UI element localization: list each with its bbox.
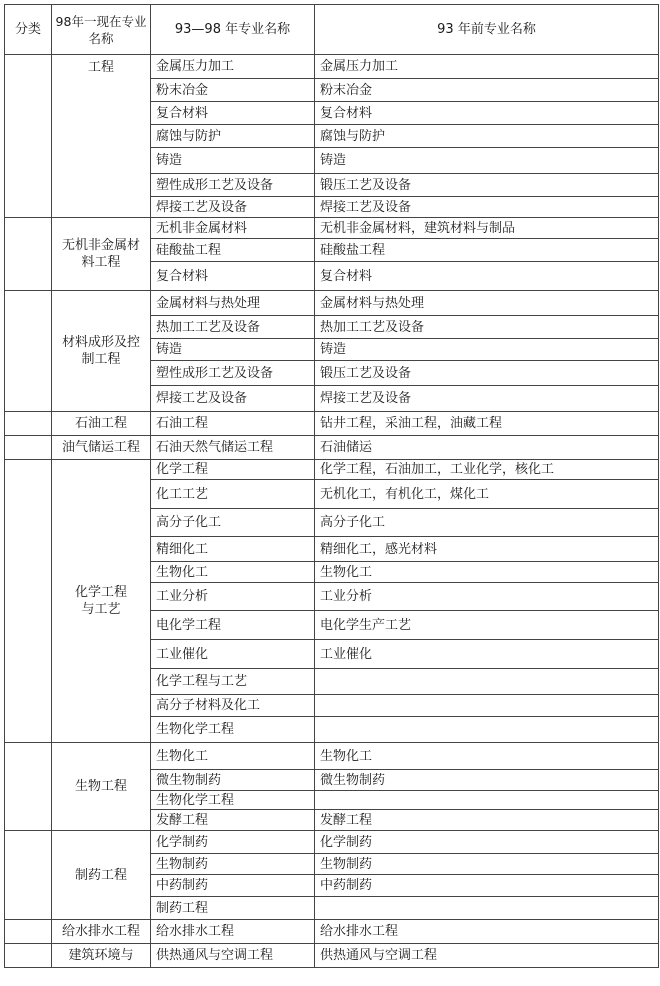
table-row <box>5 218 659 239</box>
major-name-table <box>4 4 658 968</box>
pre-major-name: 石油储运 <box>315 436 659 460</box>
mid-major-name: 电化学工程 <box>151 611 315 640</box>
table <box>4 4 659 968</box>
mid-major-name: 石油工程 <box>151 412 315 436</box>
header-pre-93-name: 93 年前专业名称 <box>315 5 659 55</box>
current-major-label: 给水排水工程 <box>61 924 140 939</box>
mid-major-name: 精细化工 <box>151 537 315 562</box>
mid-major-name: 微生物制药 <box>151 770 315 791</box>
pre-major-name: 复合材料 <box>315 262 659 291</box>
pre-major-name: 电化学生产工艺 <box>315 611 659 640</box>
header-93-98-name: 93—98 年专业名称 <box>151 5 315 55</box>
mid-major-name: 化学制药 <box>151 831 315 854</box>
mid-major-name: 发酵工程 <box>151 810 315 831</box>
mid-major-name: 金属压力加工 <box>151 55 315 79</box>
pre-major-name: 高分子化工 <box>315 509 659 537</box>
pre-major-name: 铸造 <box>315 339 659 361</box>
header-row <box>5 5 659 55</box>
category-cell <box>5 743 52 831</box>
pre-major-name: 工业催化 <box>315 640 659 669</box>
pre-major-name <box>315 669 659 695</box>
pre-major-name: 铸造 <box>315 148 659 174</box>
mid-major-name: 铸造 <box>151 148 315 174</box>
pre-major-name: 生物化工 <box>315 562 659 583</box>
mid-major-name: 高分子材料及化工 <box>151 695 315 717</box>
current-major-label: 油气储运工程 <box>61 440 140 455</box>
mid-major-name: 中药制药 <box>151 875 315 897</box>
table-row <box>5 412 659 436</box>
table-row <box>5 291 659 316</box>
current-major-name <box>52 412 151 436</box>
table-row <box>5 920 659 944</box>
mid-major-name: 铸造 <box>151 339 315 361</box>
pre-major-name: 发酵工程 <box>315 810 659 831</box>
mid-major-name: 制药工程 <box>151 897 315 920</box>
pre-major-name: 中药制药 <box>315 875 659 897</box>
mid-major-name: 硅酸盐工程 <box>151 239 315 262</box>
pre-major-name: 供热通风与空调工程 <box>315 944 659 968</box>
current-major-name <box>52 460 151 743</box>
table-row <box>5 55 659 79</box>
pre-major-name: 化学工程，石油加工，工业化学，核化工 <box>315 460 659 480</box>
current-major-label: 生物工程 <box>74 779 127 794</box>
table-body <box>5 55 659 968</box>
category-cell <box>5 460 52 743</box>
pre-major-name: 热加工工艺及设备 <box>315 316 659 339</box>
category-cell <box>5 944 52 968</box>
category-cell <box>5 218 52 291</box>
current-major-name <box>52 920 151 944</box>
mid-major-name: 生物制药 <box>151 854 315 875</box>
current-major-label: 石油工程 <box>74 416 127 431</box>
mid-major-name: 化工工艺 <box>151 480 315 509</box>
current-major-name <box>52 743 151 831</box>
mid-major-name: 化学工程 <box>151 460 315 480</box>
mid-major-name: 金属材料与热处理 <box>151 291 315 316</box>
mid-major-name: 腐蚀与防护 <box>151 125 315 148</box>
pre-major-name <box>315 717 659 743</box>
mid-major-name: 给水排水工程 <box>151 920 315 944</box>
mid-major-name: 复合材料 <box>151 262 315 291</box>
pre-major-name: 锻压工艺及设备 <box>315 174 659 197</box>
pre-major-name: 复合材料 <box>315 102 659 125</box>
pre-major-name <box>315 791 659 810</box>
current-major-name <box>52 55 151 218</box>
current-major-label: 材料成形及控制工程 <box>61 335 140 367</box>
pre-major-name: 给水排水工程 <box>315 920 659 944</box>
mid-major-name: 粉末冶金 <box>151 79 315 102</box>
pre-major-name: 硅酸盐工程 <box>315 239 659 262</box>
current-major-name <box>52 291 151 412</box>
category-cell <box>5 920 52 944</box>
pre-major-name: 生物制药 <box>315 854 659 875</box>
pre-major-name <box>315 897 659 920</box>
mid-major-name: 生物化工 <box>151 562 315 583</box>
table-row <box>5 460 659 480</box>
mid-major-name: 塑性成形工艺及设备 <box>151 174 315 197</box>
current-major-name <box>52 944 151 968</box>
mid-major-name: 工业分析 <box>151 583 315 611</box>
pre-major-name: 微生物制药 <box>315 770 659 791</box>
current-major-name <box>52 218 151 291</box>
mid-major-name: 热加工工艺及设备 <box>151 316 315 339</box>
pre-major-name: 无机非金属材料，建筑材料与制品 <box>315 218 659 239</box>
mid-major-name: 生物化学工程 <box>151 717 315 743</box>
current-major-label: 制药工程 <box>74 867 127 883</box>
mid-major-name: 化学工程与工艺 <box>151 669 315 695</box>
table-row <box>5 831 659 854</box>
mid-major-name: 石油天然气储运工程 <box>151 436 315 460</box>
pre-major-name: 金属材料与热处理 <box>315 291 659 316</box>
mid-major-name: 高分子化工 <box>151 509 315 537</box>
header-current-name: 98年一现在专业名称 <box>52 5 151 55</box>
table-row <box>5 743 659 770</box>
current-major-name <box>52 436 151 460</box>
pre-major-name: 无机化工，有机化工，煤化工 <box>315 480 659 509</box>
mid-major-name: 工业催化 <box>151 640 315 669</box>
mid-major-name: 焊接工艺及设备 <box>151 386 315 412</box>
current-major-label: 工程 <box>87 60 114 75</box>
mid-major-name: 无机非金属材料 <box>151 218 315 239</box>
header-category: 分类 <box>5 5 52 55</box>
mid-major-name: 塑性成形工艺及设备 <box>151 361 315 386</box>
current-major-label: 无机非金属材料工程 <box>61 238 140 270</box>
pre-major-name: 焊接工艺及设备 <box>315 197 659 218</box>
pre-major-name: 锻压工艺及设备 <box>315 361 659 386</box>
pre-major-name: 生物化工 <box>315 743 659 770</box>
pre-major-name: 化学制药 <box>315 831 659 854</box>
pre-major-name: 精细化工，感光材料 <box>315 537 659 562</box>
pre-major-name: 金属压力加工 <box>315 55 659 79</box>
current-major-label: 建筑环境与 <box>68 948 134 963</box>
pre-major-name: 腐蚀与防护 <box>315 125 659 148</box>
category-cell <box>5 55 52 218</box>
current-major-label: 化学工程与工艺 <box>74 585 127 617</box>
table-row <box>5 944 659 968</box>
pre-major-name: 钻井工程，采油工程，油藏工程 <box>315 412 659 436</box>
category-cell <box>5 436 52 460</box>
pre-major-name: 焊接工艺及设备 <box>315 386 659 412</box>
category-cell <box>5 831 52 920</box>
pre-major-name: 工业分析 <box>315 583 659 611</box>
current-major-name <box>52 831 151 920</box>
category-cell <box>5 412 52 436</box>
mid-major-name: 生物化工 <box>151 743 315 770</box>
category-cell <box>5 291 52 412</box>
mid-major-name: 生物化学工程 <box>151 791 315 810</box>
mid-major-name: 复合材料 <box>151 102 315 125</box>
mid-major-name: 焊接工艺及设备 <box>151 197 315 218</box>
pre-major-name: 粉末冶金 <box>315 79 659 102</box>
mid-major-name: 供热通风与空调工程 <box>151 944 315 968</box>
table-row <box>5 436 659 460</box>
pre-major-name <box>315 695 659 717</box>
